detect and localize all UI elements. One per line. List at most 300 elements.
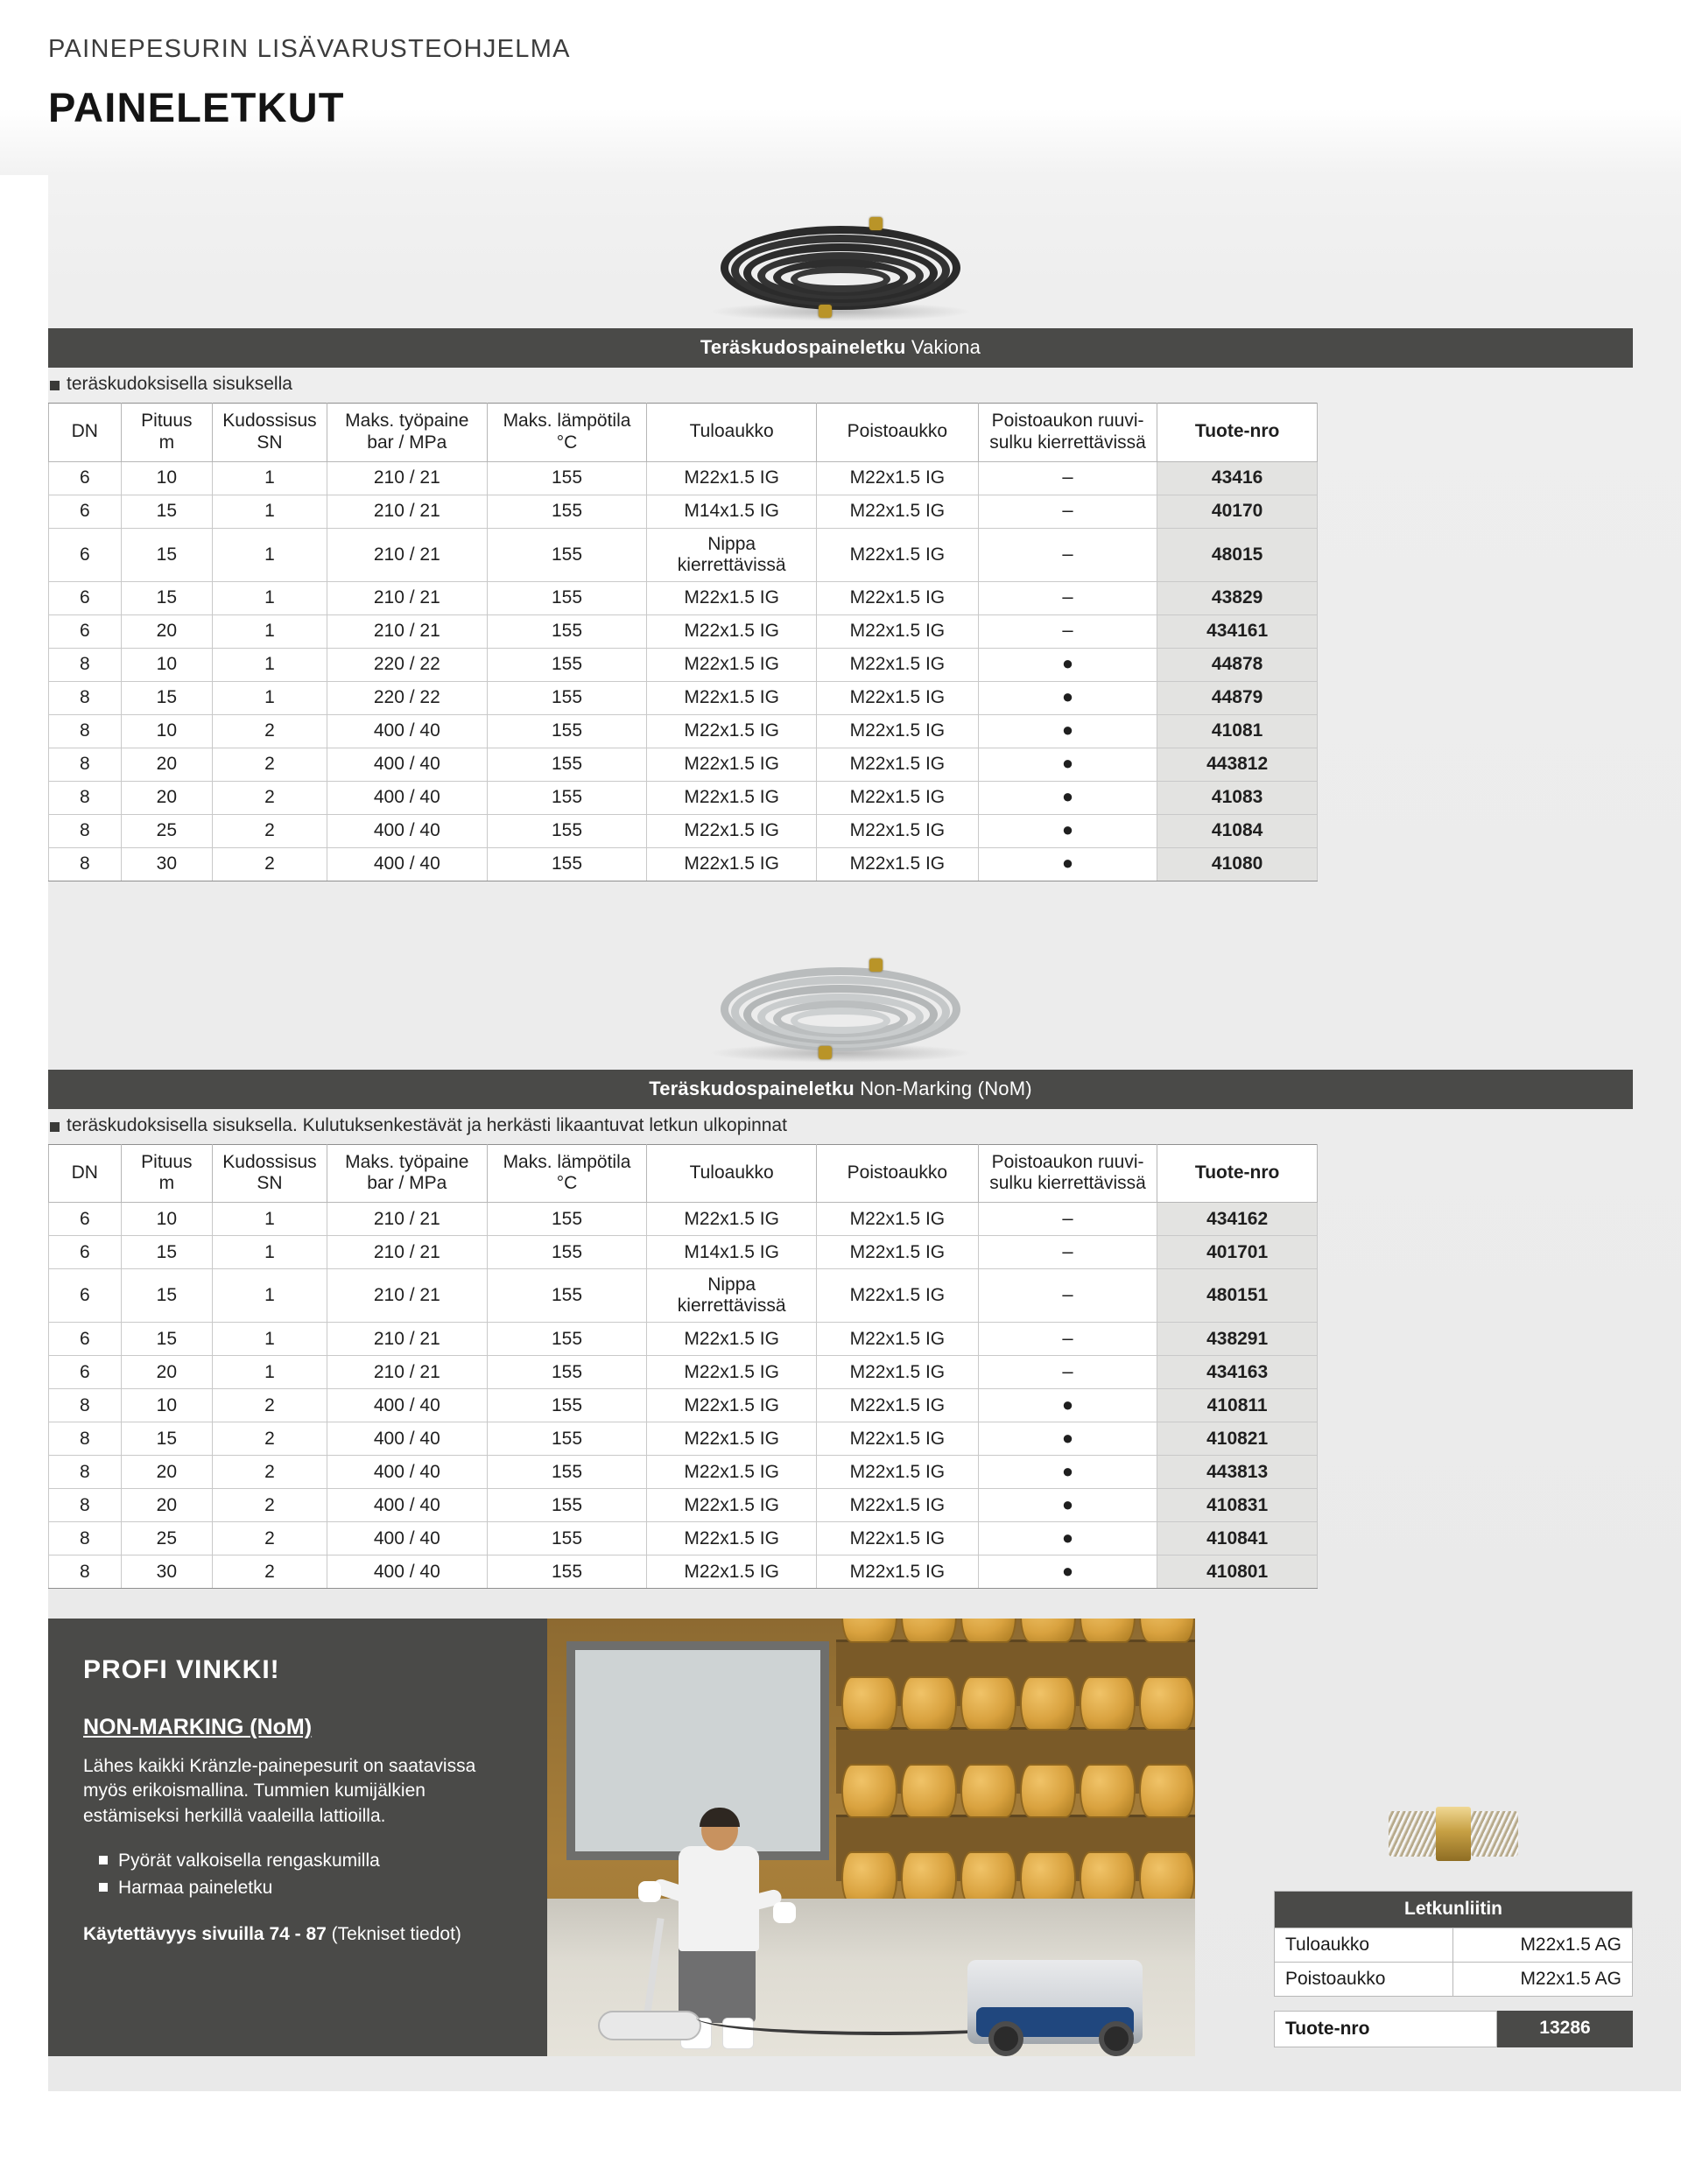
cell-kudossisus: 1 (213, 495, 327, 528)
cell-tyopaine: 400 / 40 (327, 1489, 487, 1522)
square-bullet-icon (50, 381, 60, 390)
col-ruuvisulku: Poistoaukon ruuvi- sulku kierrettävissä (978, 1144, 1157, 1203)
filled-circle-icon: ● (1061, 852, 1074, 874)
cell-kudossisus: 1 (213, 1356, 327, 1389)
cell-kudossisus: 2 (213, 1555, 327, 1589)
filled-circle-icon: ● (1061, 785, 1074, 808)
dash-icon: – (1062, 619, 1073, 642)
table-row (49, 1555, 1318, 1589)
cell-kudossisus: 1 (213, 1236, 327, 1269)
cell-dn: 8 (49, 714, 122, 748)
col-tuote-nro: Tuote-nro (1157, 404, 1318, 462)
table-row (49, 814, 1318, 847)
cell-poistoaukko: M22x1.5 IG (816, 1203, 978, 1236)
cell-pituus: 10 (121, 1203, 212, 1236)
cell-tyopaine: 210 / 21 (327, 614, 487, 648)
cell-kudossisus: 1 (213, 1203, 327, 1236)
cell-tuote-nro: 44878 (1157, 648, 1318, 681)
cell-dn: 6 (49, 614, 122, 648)
section-standard-hose (0, 328, 1681, 881)
cell-tuloaukko: M22x1.5 IG (647, 814, 817, 847)
filled-circle-icon: ● (1061, 685, 1074, 708)
cell-tuote-nro: 410811 (1157, 1389, 1318, 1422)
cell-tyopaine: 400 / 40 (327, 1555, 487, 1589)
cell-ruuvisulku (978, 495, 1157, 528)
cell-dn: 6 (49, 1236, 122, 1269)
fitting-inlet-label: Tuloaukko (1275, 1928, 1453, 1963)
cell-dn: 6 (49, 581, 122, 614)
cell-lampotila: 155 (487, 1356, 647, 1389)
cell-lampotila: 155 (487, 1489, 647, 1522)
cell-tuloaukko: M14x1.5 IG (647, 1236, 817, 1269)
worker-glove (773, 1902, 796, 1923)
square-bullet-icon (99, 1856, 108, 1864)
cell-lampotila: 155 (487, 1236, 647, 1269)
cell-kudossisus: 2 (213, 814, 327, 847)
table-title-standard (48, 328, 1633, 368)
table-row (49, 1356, 1318, 1389)
cell-dn: 8 (49, 1555, 122, 1589)
worker-glove (638, 1881, 661, 1902)
cheese-row (841, 1851, 1195, 1906)
cell-poistoaukko: M22x1.5 IG (816, 461, 978, 495)
dash-icon: – (1062, 586, 1073, 608)
cell-lampotila: 155 (487, 1203, 647, 1236)
cell-pituus: 30 (121, 1555, 212, 1589)
cell-kudossisus: 2 (213, 1489, 327, 1522)
cell-pituus: 25 (121, 1522, 212, 1555)
cell-tuloaukko: Nippa kierrettävissä (647, 1269, 817, 1323)
table-row (49, 528, 1318, 581)
fitting-table (1274, 1891, 1633, 1997)
cell-pituus: 15 (121, 1269, 212, 1323)
cell-tuloaukko: Nippa kierrettävissä (647, 528, 817, 581)
cell-pituus: 15 (121, 681, 212, 714)
dash-icon: – (1062, 1326, 1073, 1349)
fitting-table-title: Letkunliitin (1275, 1892, 1633, 1928)
hose-fitting-icon (819, 305, 832, 318)
cell-tyopaine: 400 / 40 (327, 847, 487, 881)
cell-poistoaukko: M22x1.5 IG (816, 614, 978, 648)
cheese-row (841, 1764, 1195, 1818)
table-title-standard-bold: Teräskudospaineletku (700, 336, 906, 358)
cell-pituus: 25 (121, 814, 212, 847)
cell-tuloaukko: M22x1.5 IG (647, 614, 817, 648)
cell-pituus: 10 (121, 1389, 212, 1422)
cell-pituus: 10 (121, 461, 212, 495)
cell-kudossisus: 1 (213, 614, 327, 648)
cell-tuote-nro: 410821 (1157, 1422, 1318, 1456)
cheese-row (841, 1676, 1195, 1731)
cell-poistoaukko: M22x1.5 IG (816, 528, 978, 581)
table-title-standard-rest: Vakiona (905, 336, 981, 358)
profi-bullet-text: Harmaa paineletku (118, 1877, 273, 1898)
cell-tuote-nro: 410841 (1157, 1522, 1318, 1555)
table-row (1275, 1928, 1633, 1963)
profi-availability (83, 1924, 512, 1945)
cell-pituus: 20 (121, 781, 212, 814)
cell-kudossisus: 1 (213, 681, 327, 714)
table-title-nom (48, 1070, 1633, 1109)
filled-circle-icon: ● (1061, 752, 1074, 775)
cell-tuote-nro: 41083 (1157, 781, 1318, 814)
table-row (49, 461, 1318, 495)
fitting-table-header (1275, 1892, 1633, 1928)
cell-lampotila: 155 (487, 495, 647, 528)
pressure-washer-wheel (988, 2021, 1023, 2056)
col-ruuvisulku: Poistoaukon ruuvi- sulku kierrettävissä (978, 404, 1157, 462)
cell-ruuvisulku (978, 1489, 1157, 1522)
cell-ruuvisulku (978, 1236, 1157, 1269)
cell-kudossisus: 1 (213, 528, 327, 581)
cell-poistoaukko: M22x1.5 IG (816, 1489, 978, 1522)
filled-circle-icon: ● (1061, 1393, 1074, 1415)
filled-circle-icon: ● (1061, 719, 1074, 741)
cell-tuloaukko: M22x1.5 IG (647, 847, 817, 881)
cell-lampotila: 155 (487, 748, 647, 781)
list-item (83, 1848, 512, 1874)
cell-dn: 6 (49, 528, 122, 581)
cell-lampotila: 155 (487, 714, 647, 748)
col-lampotila: Maks. lämpötila °C (487, 1144, 647, 1203)
cell-pituus: 15 (121, 581, 212, 614)
cell-tyopaine: 210 / 21 (327, 1236, 487, 1269)
cell-pituus: 10 (121, 648, 212, 681)
filled-circle-icon: ● (1061, 1459, 1074, 1482)
table-subtitle-nom-text: teräskudoksisella sisuksella. Kulutuksenkestävät ja herkästi likaantuvat letkun ulkopinnat (67, 1114, 787, 1135)
cell-ruuvisulku (978, 1203, 1157, 1236)
cell-tuote-nro: 43829 (1157, 581, 1318, 614)
cell-poistoaukko: M22x1.5 IG (816, 1522, 978, 1555)
cell-poistoaukko: M22x1.5 IG (816, 1269, 978, 1323)
cell-pituus: 15 (121, 1236, 212, 1269)
cell-poistoaukko: M22x1.5 IG (816, 1323, 978, 1356)
cell-lampotila: 155 (487, 681, 647, 714)
cell-ruuvisulku (978, 1422, 1157, 1456)
surface-cleaner (598, 2011, 701, 2040)
table-row (49, 1203, 1318, 1236)
spec-table-standard-body (49, 461, 1318, 881)
col-lampotila: Maks. lämpötila °C (487, 404, 647, 462)
cell-ruuvisulku (978, 814, 1157, 847)
cell-dn: 8 (49, 1489, 122, 1522)
table-row (49, 581, 1318, 614)
cell-dn: 6 (49, 1356, 122, 1389)
cell-tyopaine: 220 / 22 (327, 681, 487, 714)
cell-lampotila: 155 (487, 814, 647, 847)
table-row (49, 681, 1318, 714)
cell-poistoaukko: M22x1.5 IG (816, 1555, 978, 1589)
cell-ruuvisulku (978, 614, 1157, 648)
cell-tuloaukko: M22x1.5 IG (647, 1555, 817, 1589)
table-row (49, 614, 1318, 648)
cell-lampotila: 155 (487, 1422, 647, 1456)
cell-tyopaine: 210 / 21 (327, 1269, 487, 1323)
thread-right (1471, 1811, 1518, 1857)
profi-bullet-list (83, 1848, 512, 1901)
cell-ruuvisulku (978, 681, 1157, 714)
bottom-row (0, 1619, 1681, 2056)
cell-dn: 8 (49, 681, 122, 714)
cell-poistoaukko: M22x1.5 IG (816, 1456, 978, 1489)
cell-lampotila: 155 (487, 614, 647, 648)
table-row (49, 748, 1318, 781)
cell-dn: 6 (49, 1203, 122, 1236)
fitting-outlet-label: Poistoaukko (1275, 1963, 1453, 1997)
cell-tyopaine: 210 / 21 (327, 1356, 487, 1389)
profi-subheading: NON-MARKING (NoM) (83, 1715, 313, 1740)
dash-icon: – (1062, 1239, 1073, 1262)
cell-dn: 8 (49, 847, 122, 881)
table-title-nom-rest: Non-Marking (NoM) (854, 1077, 1032, 1099)
filled-circle-icon: ● (1061, 1492, 1074, 1515)
table-row (49, 781, 1318, 814)
cell-tuloaukko: M22x1.5 IG (647, 648, 817, 681)
cell-kudossisus: 2 (213, 1389, 327, 1422)
dash-icon: – (1062, 542, 1073, 565)
cell-pituus: 15 (121, 1323, 212, 1356)
cell-poistoaukko: M22x1.5 IG (816, 847, 978, 881)
table-row (49, 1236, 1318, 1269)
cell-tuloaukko: M22x1.5 IG (647, 1456, 817, 1489)
cell-ruuvisulku (978, 528, 1157, 581)
cell-poistoaukko: M22x1.5 IG (816, 1422, 978, 1456)
cell-tyopaine: 400 / 40 (327, 714, 487, 748)
cell-kudossisus: 2 (213, 847, 327, 881)
table-subtitle-standard-text: teräskudoksisella sisuksella (67, 374, 292, 394)
cell-kudossisus: 2 (213, 1422, 327, 1456)
col-kudossisus: Kudossisus SN (213, 1144, 327, 1203)
cell-lampotila: 155 (487, 581, 647, 614)
col-tyopaine: Maks. työpaine bar / MPa (327, 1144, 487, 1203)
table-row (49, 1489, 1318, 1522)
cell-poistoaukko: M22x1.5 IG (816, 1356, 978, 1389)
cell-poistoaukko: M22x1.5 IG (816, 581, 978, 614)
thread-left (1389, 1811, 1436, 1857)
cell-ruuvisulku (978, 847, 1157, 881)
cell-tuote-nro: 44879 (1157, 681, 1318, 714)
cell-tyopaine: 210 / 21 (327, 1323, 487, 1356)
cell-tyopaine: 400 / 40 (327, 814, 487, 847)
cell-dn: 8 (49, 1522, 122, 1555)
fitting-outlet-value: M22x1.5 AG (1452, 1963, 1632, 1997)
cell-tuloaukko: M22x1.5 IG (647, 1489, 817, 1522)
spec-table-nom (48, 1144, 1318, 1590)
cell-tuloaukko: M22x1.5 IG (647, 1389, 817, 1422)
cell-tuote-nro: 41084 (1157, 814, 1318, 847)
col-dn: DN (49, 404, 122, 462)
cell-ruuvisulku (978, 648, 1157, 681)
table-row (49, 1422, 1318, 1456)
cell-lampotila: 155 (487, 1389, 647, 1422)
table-row (49, 495, 1318, 528)
col-dn: DN (49, 1144, 122, 1203)
cell-kudossisus: 2 (213, 714, 327, 748)
table-header-row (49, 1144, 1318, 1203)
hose-fitting-icon (869, 959, 883, 972)
table-row (49, 1522, 1318, 1555)
table-row (49, 1389, 1318, 1422)
dash-icon: – (1062, 1206, 1073, 1229)
col-poistoaukko: Poistoaukko (816, 404, 978, 462)
cell-tyopaine: 400 / 40 (327, 1456, 487, 1489)
cell-dn: 8 (49, 1389, 122, 1422)
dash-icon: – (1062, 1359, 1073, 1382)
cell-poistoaukko: M22x1.5 IG (816, 748, 978, 781)
filled-circle-icon: ● (1061, 1526, 1074, 1548)
profi-availability-bold: Käytettävyys sivuilla 74 - 87 (83, 1923, 327, 1944)
dash-icon: – (1062, 499, 1073, 522)
cell-pituus: 15 (121, 1422, 212, 1456)
doorway (566, 1641, 829, 1860)
pressure-washer-wheel (1099, 2021, 1134, 2056)
cell-kudossisus: 1 (213, 648, 327, 681)
cell-dn: 8 (49, 648, 122, 681)
col-tuote-nro: Tuote-nro (1157, 1144, 1318, 1203)
cell-tyopaine: 400 / 40 (327, 1522, 487, 1555)
cell-kudossisus: 1 (213, 581, 327, 614)
filled-circle-icon: ● (1061, 818, 1074, 841)
cell-tuloaukko: M22x1.5 IG (647, 1323, 817, 1356)
page-title: PAINELETKUT (48, 84, 345, 130)
cell-tyopaine: 220 / 22 (327, 648, 487, 681)
cell-tuloaukko: M22x1.5 IG (647, 1422, 817, 1456)
cell-ruuvisulku (978, 781, 1157, 814)
cell-poistoaukko: M22x1.5 IG (816, 714, 978, 748)
cell-kudossisus: 2 (213, 1456, 327, 1489)
table-subtitle-nom (48, 1109, 1633, 1144)
cell-kudossisus: 1 (213, 1269, 327, 1323)
cell-poistoaukko: M22x1.5 IG (816, 1389, 978, 1422)
cell-pituus: 20 (121, 1456, 212, 1489)
cell-ruuvisulku (978, 1522, 1157, 1555)
cell-pituus: 20 (121, 1356, 212, 1389)
cell-kudossisus: 2 (213, 1522, 327, 1555)
cell-tuote-nro: 48015 (1157, 528, 1318, 581)
fitting-inlet-value: M22x1.5 AG (1452, 1928, 1632, 1963)
fitting-image (1274, 1777, 1633, 1891)
cell-lampotila: 155 (487, 528, 647, 581)
cell-lampotila: 155 (487, 461, 647, 495)
cell-tuote-nro: 443812 (1157, 748, 1318, 781)
cell-poistoaukko: M22x1.5 IG (816, 781, 978, 814)
cell-pituus: 30 (121, 847, 212, 881)
cell-dn: 6 (49, 461, 122, 495)
table-row (49, 847, 1318, 881)
spec-table-standard (48, 403, 1318, 881)
col-tyopaine: Maks. työpaine bar / MPa (327, 404, 487, 462)
list-item (83, 1875, 512, 1901)
cell-pituus: 20 (121, 748, 212, 781)
cell-lampotila: 155 (487, 1555, 647, 1589)
profi-heading: PROFI VINKKI! (83, 1655, 280, 1685)
filled-circle-icon: ● (1061, 1559, 1074, 1582)
cell-tuote-nro: 410801 (1157, 1555, 1318, 1589)
cell-tuloaukko: M22x1.5 IG (647, 781, 817, 814)
fitting-article-row (1274, 2011, 1633, 2047)
cell-kudossisus: 1 (213, 461, 327, 495)
col-tuloaukko: Tuloaukko (647, 404, 817, 462)
cell-pituus: 20 (121, 614, 212, 648)
cell-kudossisus: 2 (213, 781, 327, 814)
cell-tuloaukko: M22x1.5 IG (647, 681, 817, 714)
hose-coil-black (714, 203, 967, 321)
cell-pituus: 15 (121, 495, 212, 528)
cell-tuloaukko: M22x1.5 IG (647, 714, 817, 748)
cell-kudossisus: 2 (213, 748, 327, 781)
table-row (49, 1269, 1318, 1323)
page-header (0, 0, 1681, 175)
cell-ruuvisulku (978, 714, 1157, 748)
cell-dn: 8 (49, 814, 122, 847)
cell-dn: 6 (49, 1269, 122, 1323)
cell-ruuvisulku (978, 1269, 1157, 1323)
fitting-article-label: Tuote-nro (1274, 2011, 1497, 2047)
cell-tyopaine: 400 / 40 (327, 1422, 487, 1456)
cell-tuloaukko: M22x1.5 IG (647, 581, 817, 614)
col-poistoaukko: Poistoaukko (816, 1144, 978, 1203)
cell-tuloaukko: M22x1.5 IG (647, 1356, 817, 1389)
cell-tuloaukko: M22x1.5 IG (647, 1522, 817, 1555)
cell-tyopaine: 210 / 21 (327, 528, 487, 581)
section-nom-hose (0, 1070, 1681, 1590)
cell-tyopaine: 400 / 40 (327, 748, 487, 781)
cell-tuote-nro: 443813 (1157, 1456, 1318, 1489)
hose-image-nom (0, 916, 1681, 1070)
cell-tuote-nro: 480151 (1157, 1269, 1318, 1323)
cell-tyopaine: 210 / 21 (327, 461, 487, 495)
filled-circle-icon: ● (1061, 652, 1074, 675)
cell-tyopaine: 400 / 40 (327, 1389, 487, 1422)
table-title-nom-bold: Teräskudospaineletku (649, 1077, 855, 1099)
profi-tip-panel (48, 1619, 547, 2056)
cell-tuote-nro: 43416 (1157, 461, 1318, 495)
cell-ruuvisulku (978, 748, 1157, 781)
cell-tuote-nro: 410831 (1157, 1489, 1318, 1522)
table-row (1275, 1963, 1633, 1997)
hose-coil-grey (714, 945, 967, 1063)
cheese-row (841, 1619, 1195, 1643)
cell-dn: 8 (49, 1456, 122, 1489)
cell-poistoaukko: M22x1.5 IG (816, 1236, 978, 1269)
cell-pituus: 20 (121, 1489, 212, 1522)
cell-tuloaukko: M22x1.5 IG (647, 1203, 817, 1236)
hex-middle (1436, 1807, 1471, 1861)
dash-icon: – (1062, 466, 1073, 488)
cell-poistoaukko: M22x1.5 IG (816, 814, 978, 847)
col-tuloaukko: Tuloaukko (647, 1144, 817, 1203)
cell-lampotila: 155 (487, 1456, 647, 1489)
hose-fitting-icon (869, 217, 883, 230)
cell-dn: 8 (49, 1422, 122, 1456)
col-kudossisus: Kudossisus SN (213, 404, 327, 462)
table-header-row (49, 404, 1318, 462)
cell-tuote-nro: 41080 (1157, 847, 1318, 881)
table-subtitle-standard (48, 368, 1633, 403)
cell-tuote-nro: 438291 (1157, 1323, 1318, 1356)
cell-tuote-nro: 434163 (1157, 1356, 1318, 1389)
brass-nipple (1389, 1811, 1518, 1857)
cell-poistoaukko: M22x1.5 IG (816, 495, 978, 528)
cell-pituus: 15 (121, 528, 212, 581)
cell-ruuvisulku (978, 1389, 1157, 1422)
cell-tuloaukko: M22x1.5 IG (647, 461, 817, 495)
cell-lampotila: 155 (487, 1269, 647, 1323)
cell-ruuvisulku (978, 461, 1157, 495)
cell-dn: 8 (49, 748, 122, 781)
cell-kudossisus: 1 (213, 1323, 327, 1356)
col-pituus: Pituus m (121, 1144, 212, 1203)
